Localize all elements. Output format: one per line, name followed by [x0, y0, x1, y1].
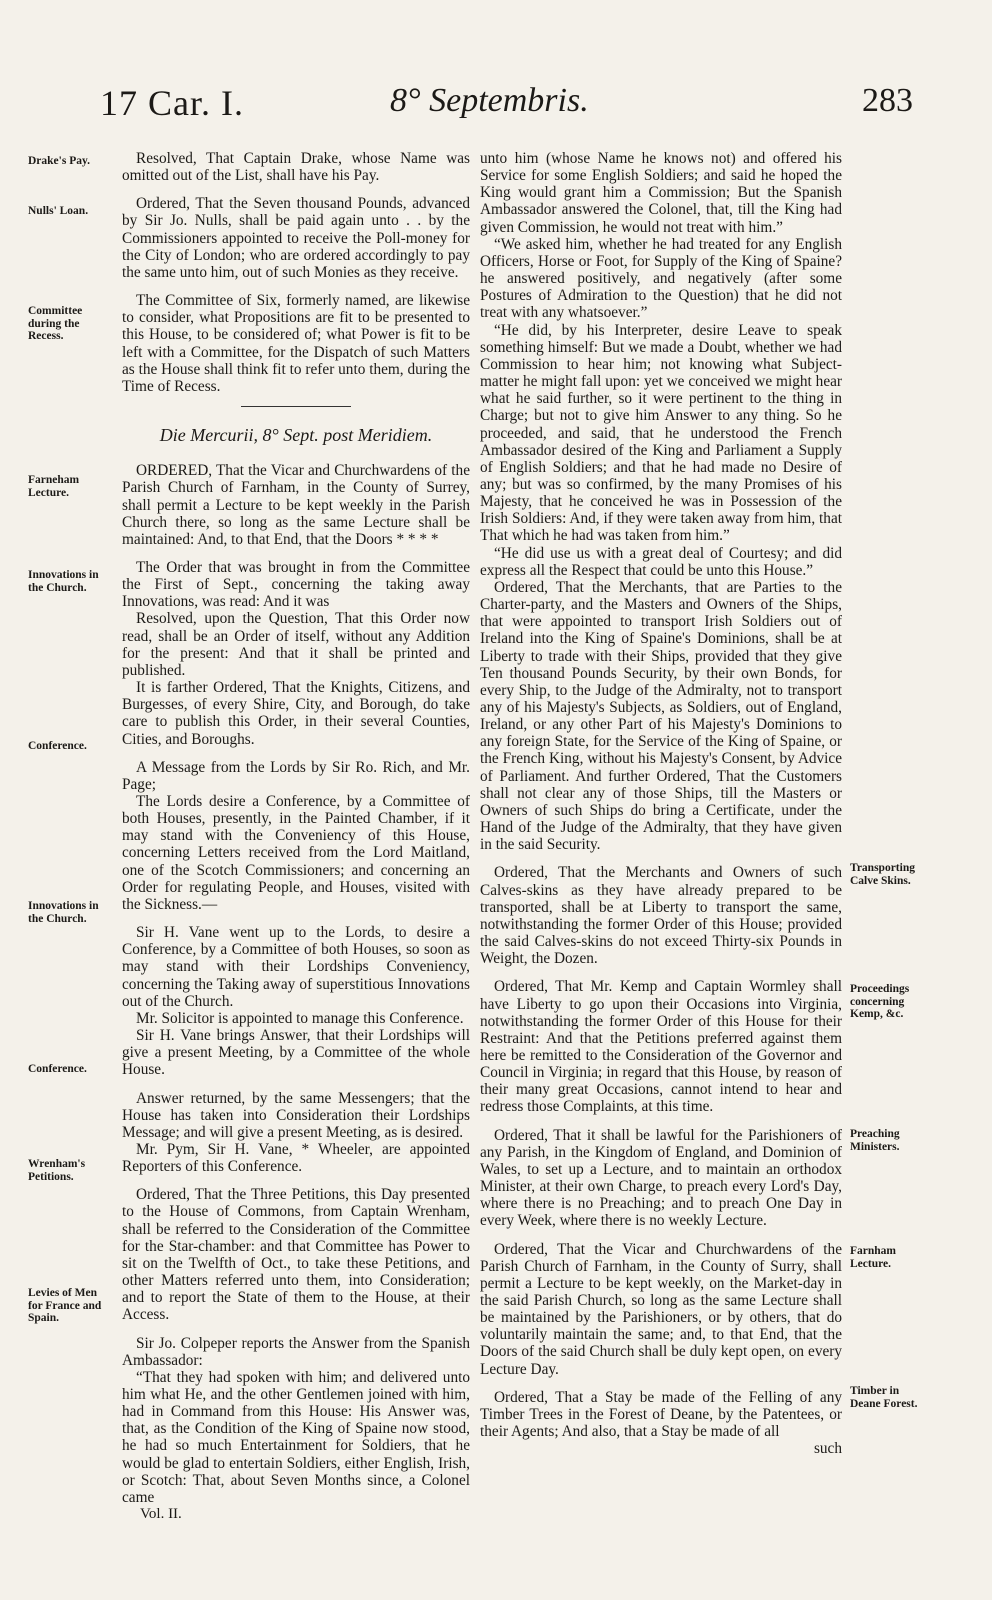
- paragraph: Answer returned, by the same Messengers; that the House has taken into Consideration their Lordships Message; and will give a present Meeting, as is desired.: [122, 1089, 470, 1141]
- paragraph: Resolved, That Captain Drake, whose Name was omitted out of the List, shall have his Pay.: [122, 150, 470, 185]
- paragraph: Ordered, That the Vicar and Churchwardens of the Parish Church of Farnham, in the County of Surry, shall permit a Lecture to be kept weekly, on the Market-day in the said Parish Church, so long as the same Lecture shall be maintained by the Parishioners, or by others, that do voluntarily maintain the same; and, to that End, that the Doors of the said Church shall be duly kept open, on every Lecture Day.: [480, 1240, 842, 1378]
- paragraph: Sir H. Vane brings Answer, that their Lordships will give a present Meeting, by a Committee of the whole House.: [122, 1027, 470, 1079]
- margin-note: Wrenham's Petitions.: [28, 1158, 86, 1183]
- paragraph: It is farther Ordered, That the Knights, Citizens, and Burgesses, of every Shire, City, and Borough, do take care to publish this Order, in their several Counties, Cities, and Boroughs.: [122, 679, 470, 748]
- section-heading: Die Mercurii, 8° Sept. post Meridiem.: [159, 425, 433, 446]
- margin-note: Innovations in the Church.: [28, 569, 99, 594]
- paragraph: Mr. Solicitor is appointed to manage this Conference.: [136, 1009, 464, 1027]
- margin-note: Timber in Deane Forest.: [850, 1385, 918, 1410]
- margin-note: Committee during the Recess.: [28, 305, 83, 342]
- paragraph: The Order that was brought in from the Committee the First of Sept., concerning the taking away Innovations, was read: And it was: [122, 558, 470, 611]
- paragraph: ORDERED, That the Vicar and Churchwardens of the Parish Church of Farnham, in the County of Surrey, shall permit a Lecture to be kept weekly in the Parish Church there, so long as the same Lecture shall be maintained: And, to that End, that the Doors * * * *: [122, 462, 470, 548]
- section-divider: [241, 406, 351, 407]
- right-column: [480, 150, 842, 1468]
- paragraph: Sir H. Vane went up to the Lords, to desire a Conference, by a Committee of both Houses, so soon as may stand with their Lordships Conveniency, concerning the Taking away of superstitious Innovations out of the Church.: [122, 924, 470, 1010]
- margin-note: Nulls' Loan.: [28, 205, 89, 217]
- paragraph: Ordered, That a Stay be made of the Felling of any Timber Trees in the Forest of Deane, by the Patentees, or their Agents; And also, that a Stay be made of all: [480, 1388, 842, 1441]
- paragraph: “That they had spoken with him; and delivered unto him what He, and the other Gentlemen joined with him, had in Command from this House: His Answer was, that, as the Condition of the King of Spaine now stood, he had so much Entertainment for Soldiers, that he would be glad to entertain Soldiers, either English, Irish, or Scotch: That, about Seven Months since, a Colonel came: [122, 1368, 470, 1506]
- margin-note: Drake's Pay.: [28, 155, 90, 167]
- margin-note: Innovations in the Church.: [28, 900, 99, 925]
- paragraph: Ordered, That the Seven thousand Pounds, advanced by Sir Jo. Nulls, shall be paid again unto . . by the Commissioners appointed to receive the Poll-money for the City of London; who are ordered accordingly to pay the same unto him, out of such Monies as they receive.: [122, 195, 470, 281]
- paragraph: “We asked him, whether he had treated for any English Officers, Horse or Foot, for Supply of the King of Spaine? he answered positively, and negatively (after some Postures of Admiration to the Question) that he did not treat with any whatsoever.”: [480, 235, 842, 322]
- paragraph: Resolved, upon the Question, That this Order now read, shall be an Order of itself, without any Addition for the present: And that it shall be printed and published.: [122, 610, 470, 679]
- page-header: [0, 82, 992, 142]
- paragraph: Ordered, That the Merchants and Owners of such Calves-skins as they have already prepared to be transported, shall be at Liberty to transport the same, notwithstanding the former Order of this House; provided the said Calves-skins do not exceed Thirty-six Pounds in Weight, the Dozen.: [480, 864, 842, 968]
- margin-note: Farneham Lecture.: [28, 474, 80, 499]
- margin-note: Proceedings concerning Kemp, &c.: [850, 983, 910, 1020]
- paragraph: Ordered, That the Merchants, that are Parties to the Charter-party, and the Masters and Owners of the Ships, that were appointed to transport Irish Soldiers out of Ireland into the King of Spaine's Dominions, shall be at Liberty to trade with their Ships, provided that they give Ten thousand Pounds Security, by their own Bonds, for every Ship, to the Judge of the Admiralty, not to transport any of his Majesty's Subjects, as Soldiers, out of England, Ireland, or any other Part of his Majesty's Dominions to any foreign State, for the Service of the King of Spaine, or the French King, without his Majesty's Consent, by Advice of Parliament. And further Ordered, That the Customers shall not clear any of those Ships, till the Masters or Owners of such Ships do bring a Certificate, under the Hand of the Judge of the Admiralty, that they have given in the said Security.: [480, 578, 842, 854]
- paragraph: “He did, by his Interpreter, desire Leave to speak something himself: But we made a Doubt, whether we had Commission to hear him; not knowing what Subject-matter he might fall upon: yet we conceived we might hear what he said further, so it were pertinent to the thing in Charge; but not to give him Answer to any thing. So he proceeded, and said, that he understood the French Ambassador desired of the King and Parliament a Supply of English Soldiers; and that he had made no Desire of any; but was so confirmed, by the many Promises of his Majesty, that he conceived he was in Possession of the Irish Soldiers: And, if they were taken away from him, that That which he had was taken from him.”: [480, 321, 842, 545]
- paragraph: A Message from the Lords by Sir Ro. Rich, and Mr. Page;: [122, 758, 470, 793]
- paragraph: Ordered, That Mr. Kemp and Captain Wormley shall have Liberty to go upon their Occasions into Virginia, notwithstanding the former Order of this House for their Restraint: And that the Petitions preferred against them here be remitted to the Consideration of the Governor and Council in Virginia; in regard that this House, by reason of their many great Occasions, cannot intend to hear and redress those Complaints, at this time.: [480, 978, 842, 1116]
- paragraph: Sir Jo. Colpeper reports the Answer from the Spanish Ambassador:: [122, 1334, 470, 1369]
- paragraph: Mr. Pym, Sir H. Vane, * Wheeler, are appointed Reporters of this Conference.: [122, 1140, 470, 1176]
- margin-note: Conference.: [28, 1063, 87, 1075]
- paragraph: Ordered, That the Three Petitions, this Day presented to the House of Commons, from Captain Wrenham, shall be referred to the Consideration of the Committee for the Star-chamber: and that Committee has Power to sit on the Twelfth of Oct., to take these Petitions, and other Matters referred unto them, into Consideration; and to report the State of them to the House, at their Access.: [122, 1186, 470, 1324]
- catchword: such: [813, 1440, 842, 1458]
- date-heading: 8° Septembris.: [390, 82, 589, 119]
- margin-note: Conference.: [28, 740, 87, 752]
- margin-note: Levies of Men for France and Spain.: [28, 1287, 102, 1324]
- volume-signature: Vol. II.: [140, 1506, 182, 1523]
- margin-note: Preaching Ministers.: [850, 1128, 900, 1153]
- page-number: 283: [862, 82, 913, 119]
- paragraph: unto him (whose Name he knows not) and offered his Service for some English Soldiers; and said he hoped the King would grant him a Commission; But the Spanish Ambassador answered the Colonel, that, till the King had given Commission, he would not treat with him.”: [480, 150, 842, 236]
- paragraph: The Committee of Six, formerly named, are likewise to consider, what Propositions are fit to be presented to this House, to be considered of; what Power is fit to be left with a Committee, for the Dispatch of such Matters as the House shall think fit to refer unto them, during the Time of Recess.: [122, 292, 470, 395]
- regnal-year: 17 Car. I.: [100, 83, 244, 123]
- left-column: [122, 150, 470, 1534]
- margin-note: Transporting Calve Skins.: [850, 862, 915, 887]
- paragraph: “He did use us with a great deal of Courtesy; and did express all the Respect that could be unto this House.”: [480, 544, 842, 579]
- paragraph: Ordered, That it shall be lawful for the Parishioners of any Parish, in the Kingdom of England, and Dominion of Wales, to set up a Lecture, and to maintain an orthodox Minister, at their own Charge, to preach every Lord's Day, where there is no Preaching; and to preach One Day in every Week, where there is no weekly Lecture.: [480, 1126, 842, 1230]
- paragraph: The Lords desire a Conference, by a Committee of both Houses, presently, in the Painted Chamber, if it may stand with the Conveniency of this House, concerning Letters received from the Lord Maitland, one of the Scotch Commissioners; and concerning an Order for regulating People, and Houses, visited with the Sickness.—: [122, 793, 470, 913]
- margin-note: Farnham Lecture.: [850, 1245, 896, 1270]
